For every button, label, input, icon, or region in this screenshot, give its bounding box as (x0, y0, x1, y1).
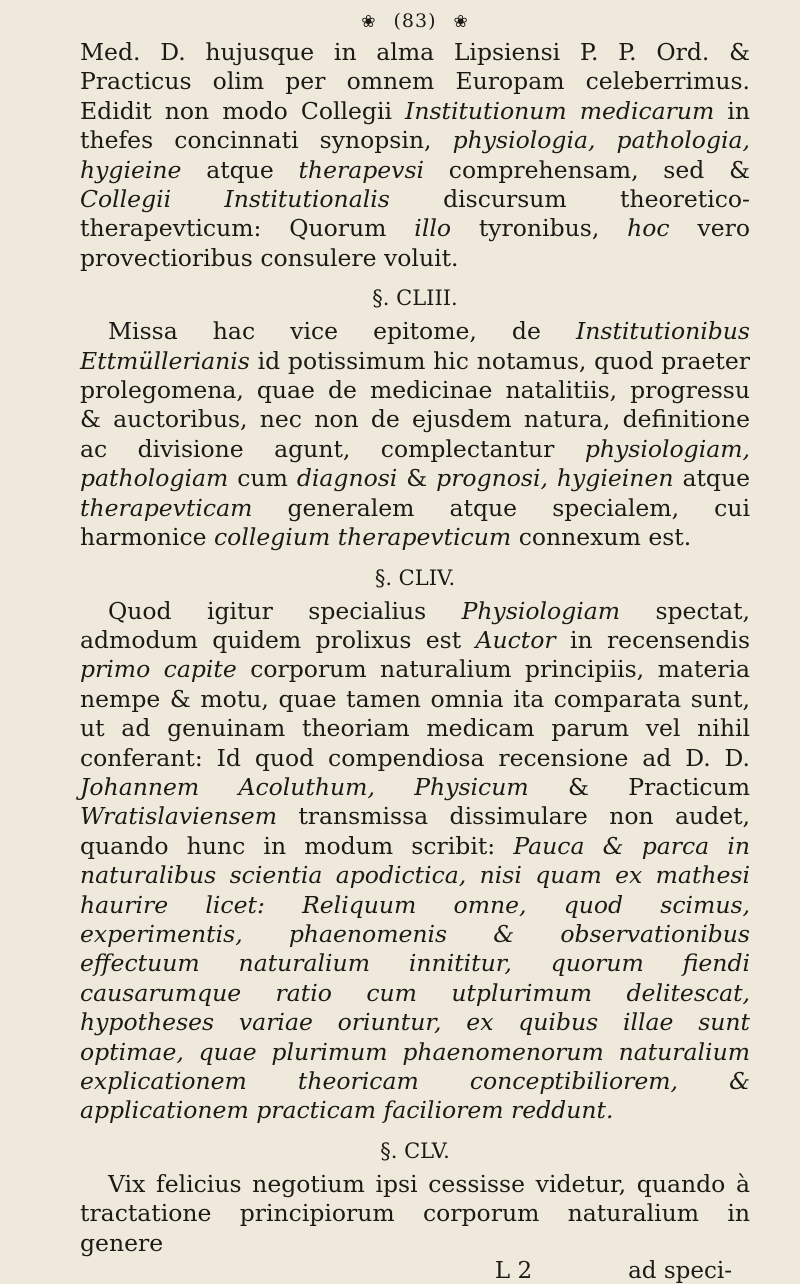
flower-ornament-icon: ❀ (361, 12, 377, 32)
page-header (80, 10, 750, 32)
section-heading-154: §. CLIV. (374, 565, 456, 590)
section-153-paragraph: Missa hac vice epitome, de Institutionibus Ettmüllerianis id potissimum hic notamus, quod praeter prolegomena, quae de medicinae natalitiis, progressu & auctoribus, nec non de ejusdem natura, definitione ac divisione agunt, complectantur physiologiam, pathologiam cum diagnosi & prognosi, hygieinen atque therapevticam generalem atque specialem, cui harmonice collegium therapevticum connexum est. (80, 317, 751, 552)
signature-mark: L 2 (494, 1258, 533, 1284)
page-footer (80, 1258, 750, 1284)
catchword: ad speci- (628, 1258, 732, 1284)
section-heading-155: §. CLV. (380, 1138, 450, 1163)
section-heading-153: §. CLIII. (372, 286, 458, 311)
section-155-paragraph: Vix felicius negotium ipsi cessisse videtur, quando à tractatione principiorum corporum naturalium in genere (80, 1169, 750, 1257)
flower-ornament-icon: ❀ (453, 12, 469, 32)
intro-paragraph: Med. D. hujusque in alma Lipsiensi P. P. Ord. & Practicus olim per omnem Europam celeberrimus. Edidit non modo Collegii Institutionum medicarum in thefes concinnati synopsin, physiologia, pathologia, hygieine atque therapevsi comprehensam, sed & Collegii Institutionalis discursum theoretico-therapevticum: Quorum illo tyronibus, hoc vero provectioribus consulere voluit. (80, 38, 751, 272)
page-number: (83) (393, 10, 437, 32)
section-154-paragraph: Quod igitur specialius Physiologiam spectat, admodum quidem prolixus est Auctor in recensendis primo capite corporum naturalium principiis, materia nempe & motu, quae tamen omnia ita comparata sunt, ut ad genuinam theoriam medicam parum vel nihil conferant: Id quod compendiosa recensione ad D. D. Johannem Acoluthum, Physicum & Practicum Wratislaviensem transmissa dissimulare non audet, quando hunc in modum scribit: Pauca & parca in naturalibus scientia apodictica, nisi quam ex mathesi haurire licet: Reliquum omne, quod scimus, experimentis, phaenomenis & observationibus effectuum naturalium innititur, quorum fiendi causarumque ratio cum utplurimum delitescat, hypotheses variae oriuntur, ex quibus illae sunt optimae, quae plurimum phaenomenorum naturalium explicationem theoricam conceptibiliorem, & applicationem practicam faciliorem reddunt. (80, 596, 751, 1125)
